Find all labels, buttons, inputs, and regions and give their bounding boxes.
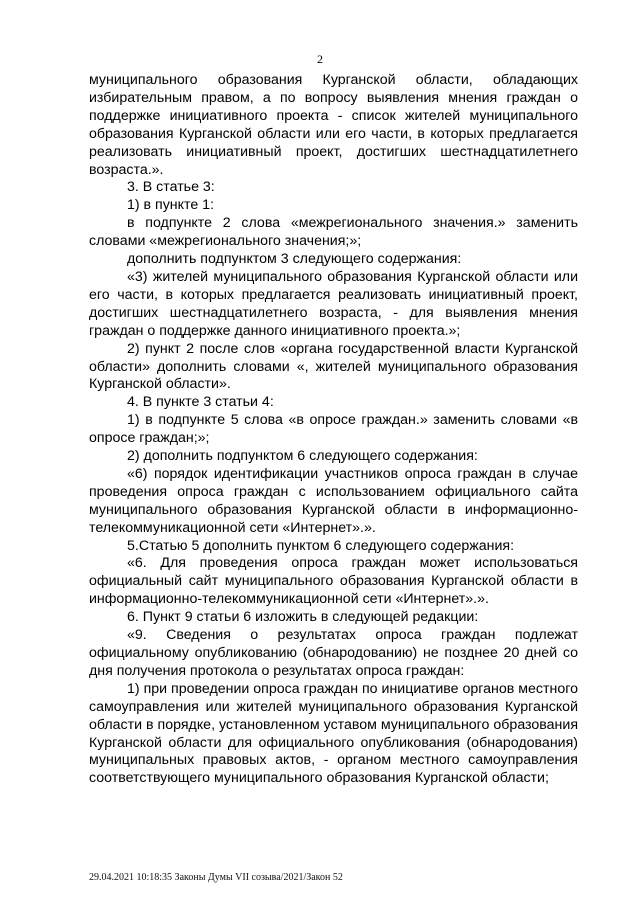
paragraph: дополнить подпунктом 3 следующего содержания:	[127, 251, 462, 268]
paragraph: «3) жителей муниципального образования Курганской области или его части, в которых предлагается реализовать инициативный проект, достигших шестнадцатилетнего возраста, - для выявления мнения граждан о поддержке данного инициативного проекта.»;	[89, 268, 578, 339]
document-body	[89, 72, 578, 788]
paragraph: «6) порядок идентификации участников опроса граждан в случае проведения опроса граждан с использованием официального сайта муниципального образования Курганской области в информационно-телекоммуникационной сети «Интернет».».	[89, 465, 578, 536]
paragraph: 1) при проведении опроса граждан по инициативе органов местного самоуправления или жителей муниципального образования Курганской области в порядке, установленном уставом муниципального образования Курганской области для официального опубликования (обнародования) муниципальных правовых актов, - органом местного самоуправления соответствующего муниципального образования Курганской области;	[89, 680, 578, 787]
page-number: 2	[317, 52, 323, 66]
paragraph: в подпункте 2 слова «межрегионального значения.» заменить словами «межрегионального значения;»;	[89, 215, 578, 250]
paragraph: «6. Для проведения опроса граждан может использоваться официальный сайт муниципального образования Курганской области в информационно-телекоммуникационной сети «Интернет».».	[89, 555, 578, 608]
paragraph: 1) в пункте 1:	[127, 197, 215, 214]
paragraph: «9. Сведения о результатах опроса граждан подлежат официальному опубликованию (обнародованию) не позднее 20 дней со дня получения протокола о результатах опроса граждан:	[89, 627, 578, 679]
paragraph: 1) в подпункте 5 слова «в опросе граждан.» заменить словами «в опросе граждан;»;	[89, 412, 578, 447]
document-footer: 29.04.2021 10:18:35 Законы Думы VII созыва/2021/Закон 52	[89, 872, 343, 883]
paragraph: 3. В статье 3:	[127, 179, 215, 196]
paragraph: 6. Пункт 9 статьи 6 изложить в следующей редакции:	[127, 609, 479, 626]
paragraph: 4. В пункте 3 статьи 4:	[127, 394, 274, 411]
paragraph: 2) дополнить подпунктом 6 следующего содержания:	[127, 448, 478, 465]
paragraph: 5.Статью 5 дополнить пунктом 6 следующего содержания:	[127, 537, 515, 554]
paragraph: 2) пункт 2 после слов «органа государственной власти Курганской области» дополнить словами «, жителей муниципального образования Курганской области».	[89, 340, 578, 393]
paragraph: муниципального образования Курганской области, обладающих избирательным правом, а по вопросу выявления мнения граждан о поддержке инициативного проекта - список жителей муниципального образования Курганской области или его части, в которых предлагается реализовать инициативный проект, достигших шестнадцатилетнего возраста.».	[89, 72, 578, 178]
